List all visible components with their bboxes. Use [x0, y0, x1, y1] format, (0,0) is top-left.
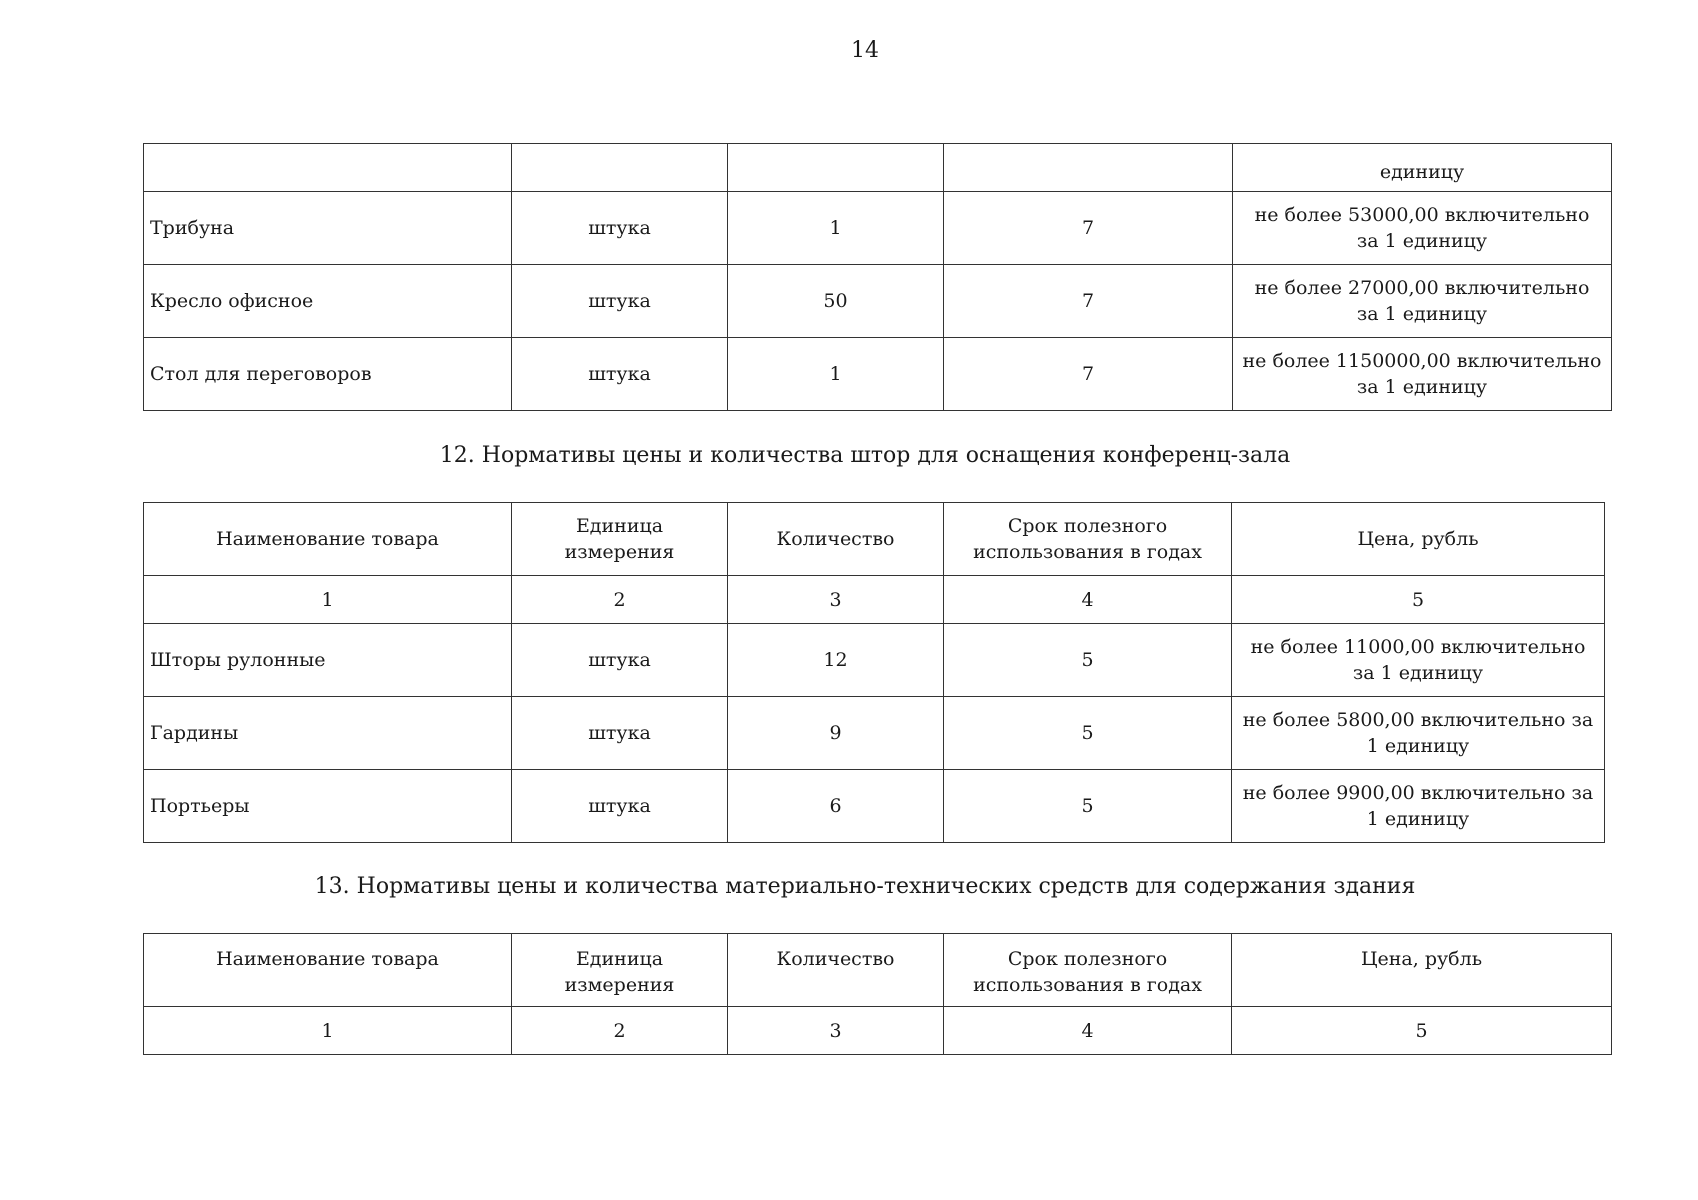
building-supplies-table	[143, 933, 1612, 1055]
item-unit: штука	[512, 624, 728, 697]
column-index: 1	[144, 576, 512, 624]
table-row	[144, 697, 1605, 770]
item-qty: 50	[728, 265, 944, 338]
item-price: не более 9900,00 включительно за 1 единицу	[1232, 770, 1605, 843]
item-qty: 9	[728, 697, 944, 770]
item-price: не более 53000,00 включительно за 1 единицу	[1233, 192, 1612, 265]
table-row	[144, 338, 1612, 411]
item-name: Кресло офисное	[144, 265, 512, 338]
table-index-row	[144, 576, 1605, 624]
item-years: 7	[944, 192, 1233, 265]
column-header: Цена, рубль	[1232, 934, 1612, 1007]
column-index: 1	[144, 1007, 512, 1055]
item-price: не более 1150000,00 включительно за 1 единицу	[1233, 338, 1612, 411]
item-qty: 12	[728, 624, 944, 697]
table-cell	[944, 144, 1233, 192]
table-row	[144, 192, 1612, 265]
table-header-row	[144, 503, 1605, 576]
column-header: Единица измерения	[512, 934, 728, 1007]
item-name: Гардины	[144, 697, 512, 770]
table-row	[144, 770, 1605, 843]
item-name: Стол для переговоров	[144, 338, 512, 411]
item-years: 5	[944, 697, 1232, 770]
item-name: Портьеры	[144, 770, 512, 843]
section-13-title: 13. Нормативы цены и количества материально-технических средств для содержания здания	[314, 874, 1416, 899]
equipment-table-continued	[143, 143, 1612, 411]
column-index: 3	[728, 1007, 944, 1055]
item-years: 7	[944, 265, 1233, 338]
item-unit: штука	[512, 192, 728, 265]
item-unit: штука	[512, 265, 728, 338]
table-index-row	[144, 1007, 1612, 1055]
column-header: Срок полезного использования в годах	[944, 503, 1232, 576]
column-header: Срок полезного использования в годах	[944, 934, 1232, 1007]
table-header-row	[144, 934, 1612, 1007]
item-years: 5	[944, 624, 1232, 697]
column-header: Количество	[728, 934, 944, 1007]
item-qty: 1	[728, 192, 944, 265]
table-cell	[728, 144, 944, 192]
item-unit: штука	[512, 338, 728, 411]
section-12-title: 12. Нормативы цены и количества штор для оснащения конференц-зала	[439, 443, 1291, 468]
column-index: 4	[944, 1007, 1232, 1055]
table-row	[144, 624, 1605, 697]
column-index: 5	[1232, 576, 1605, 624]
column-header: Цена, рубль	[1232, 503, 1605, 576]
column-header: Единица измерения	[512, 503, 728, 576]
item-years: 5	[944, 770, 1232, 843]
table-row	[144, 265, 1612, 338]
column-header: Количество	[728, 503, 944, 576]
column-index: 2	[512, 576, 728, 624]
item-years: 7	[944, 338, 1233, 411]
curtains-table	[143, 502, 1605, 843]
item-price: не более 11000,00 включительно за 1 единицу	[1232, 624, 1605, 697]
column-header: Наименование товара	[144, 934, 512, 1007]
column-index: 2	[512, 1007, 728, 1055]
item-price: не более 27000,00 включительно за 1 единицу	[1233, 265, 1612, 338]
table-cell: единицу	[1233, 144, 1612, 192]
table-cell	[144, 144, 512, 192]
table-cell	[512, 144, 728, 192]
item-name: Трибуна	[144, 192, 512, 265]
page-number: 14	[851, 38, 879, 63]
column-index: 4	[944, 576, 1232, 624]
item-price: не более 5800,00 включительно за 1 единицу	[1232, 697, 1605, 770]
item-unit: штука	[512, 770, 728, 843]
item-name: Шторы рулонные	[144, 624, 512, 697]
table-row	[144, 144, 1612, 192]
column-index: 5	[1232, 1007, 1612, 1055]
item-unit: штука	[512, 697, 728, 770]
column-header: Наименование товара	[144, 503, 512, 576]
column-index: 3	[728, 576, 944, 624]
item-qty: 1	[728, 338, 944, 411]
item-qty: 6	[728, 770, 944, 843]
